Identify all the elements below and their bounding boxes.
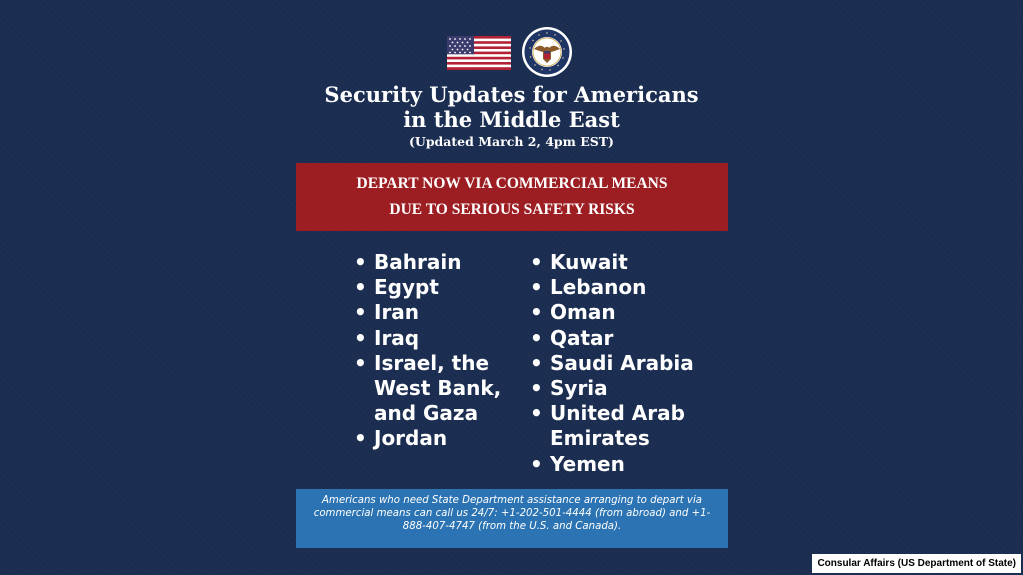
updated-timestamp: (Updated March 2, 4pm EST) xyxy=(409,134,614,149)
image-credit: Consular Affairs (US Department of State) xyxy=(812,554,1021,573)
state-department-seal-icon xyxy=(521,26,573,78)
depart-now-banner xyxy=(296,163,728,231)
assistance-info-box xyxy=(296,489,728,548)
banner-line-1: DEPART NOW VIA COMMERCIAL MEANS xyxy=(356,175,668,192)
country-item: • Qatar xyxy=(530,326,720,351)
headline-line-1: Security Updates for Americans xyxy=(324,82,699,107)
country-item: • Syria xyxy=(530,376,720,401)
country-item: • Egypt xyxy=(354,275,524,300)
us-flag-icon xyxy=(447,36,511,70)
assistance-info-text: Americans who need State Department assistance arranging to depart via commercial means can call us 24/7: +1-202-501-4444 (from abroad) and +1-888-407-4747 (from the U.S. and Canada). xyxy=(313,495,711,532)
country-item: • Iran xyxy=(354,300,524,325)
country-item: • Israel, the West Bank, and Gaza xyxy=(354,351,524,427)
country-list-left xyxy=(354,250,524,452)
country-item: • Iraq xyxy=(354,326,524,351)
country-item: • Bahrain xyxy=(354,250,524,275)
country-item: • Yemen xyxy=(530,452,720,477)
logo-row xyxy=(447,26,577,80)
headline xyxy=(0,82,1023,150)
country-item: • Jordan xyxy=(354,426,524,451)
country-item: • Kuwait xyxy=(530,250,720,275)
country-item: • Oman xyxy=(530,300,720,325)
country-item: • Saudi Arabia xyxy=(530,351,720,376)
country-item: • Lebanon xyxy=(530,275,720,300)
banner-line-2: DUE TO SERIOUS SAFETY RISKS xyxy=(389,201,635,218)
country-item: • United Arab Emirates xyxy=(530,401,720,451)
country-list-right xyxy=(530,250,720,477)
headline-line-2: in the Middle East xyxy=(403,107,620,132)
